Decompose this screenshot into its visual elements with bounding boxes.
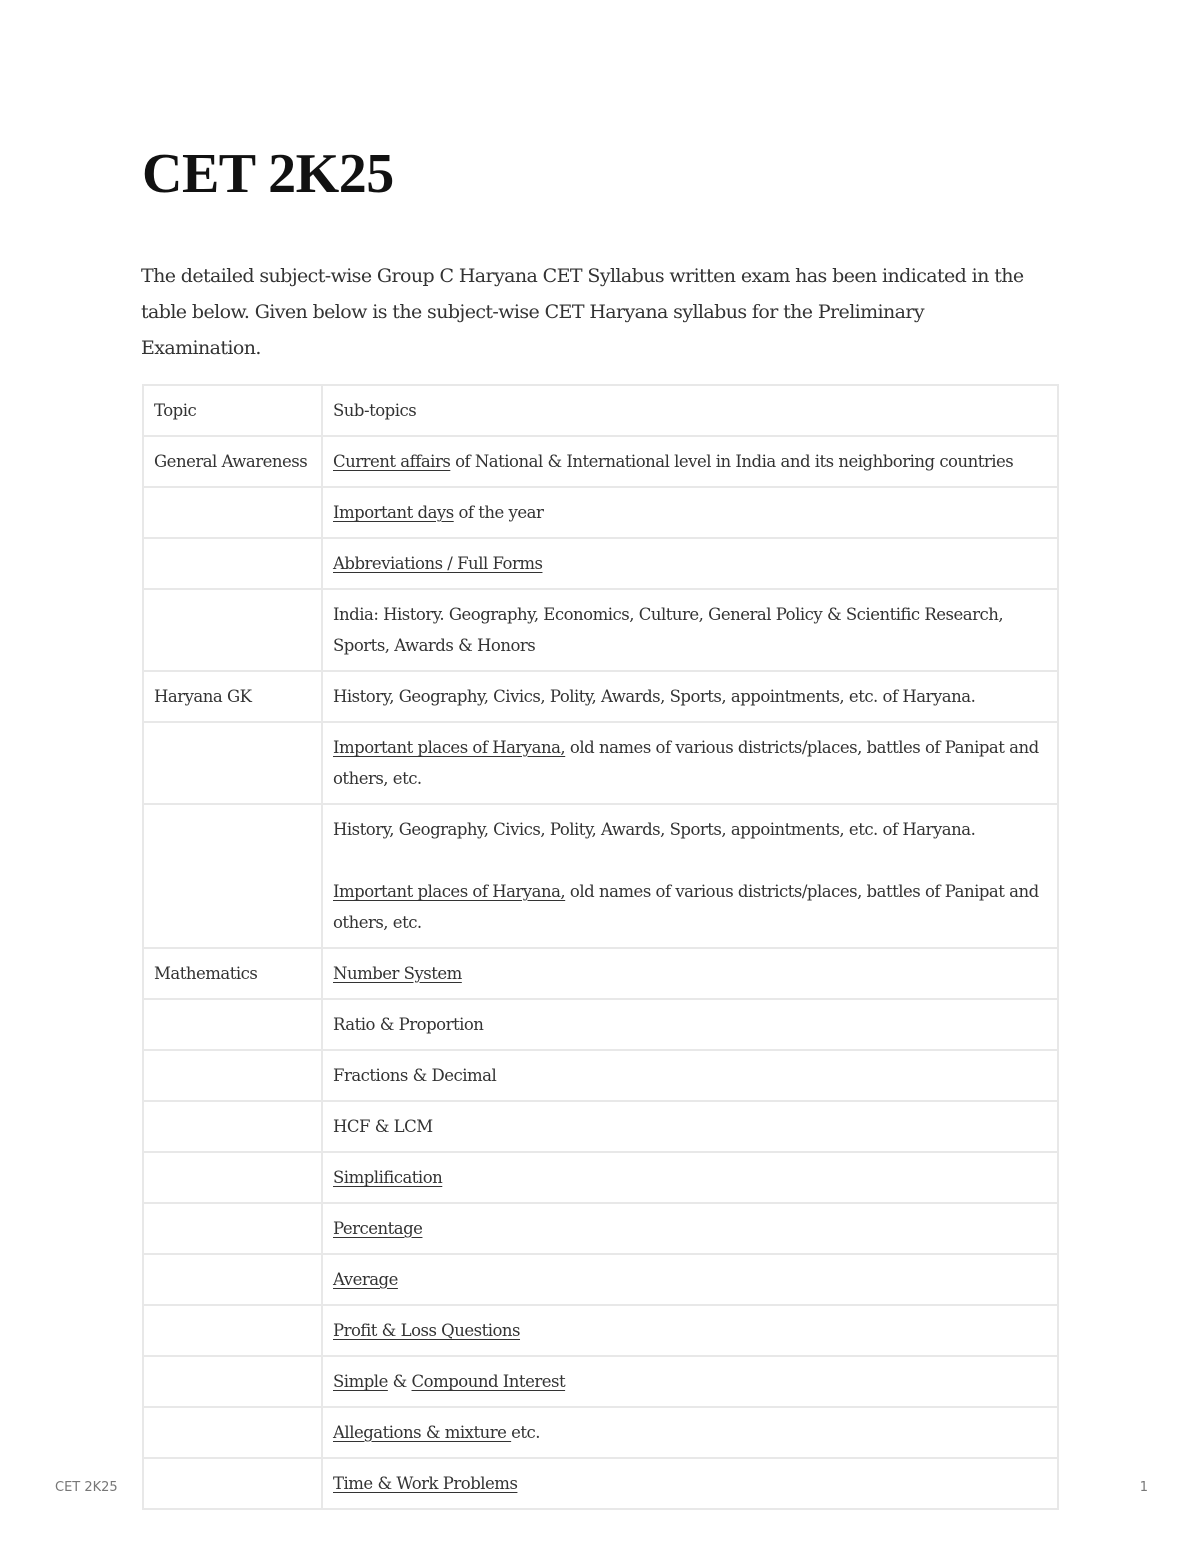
topic-cell	[143, 722, 322, 804]
table-row	[143, 722, 1058, 804]
topic-cell	[143, 1050, 322, 1101]
subtopic-link[interactable]: Simplification	[333, 1168, 443, 1187]
subtopic-paragraph	[333, 446, 1047, 477]
subtopic-cell	[322, 1458, 1058, 1509]
topic-cell	[143, 1254, 322, 1305]
subtopic-paragraph	[333, 1264, 1047, 1295]
subtopic-paragraph	[333, 732, 1047, 794]
subtopic-cell	[322, 1305, 1058, 1356]
subtopic-paragraph	[333, 1468, 1047, 1499]
table-row	[143, 1356, 1058, 1407]
subtopic-paragraph	[333, 1366, 1047, 1397]
table-row	[143, 999, 1058, 1050]
subtopic-link[interactable]: Compound Interest	[411, 1372, 566, 1391]
subtopic-paragraph	[333, 548, 1047, 579]
subtopic-paragraph	[333, 1060, 1047, 1091]
topic-cell: Mathematics	[143, 948, 322, 999]
topic-cell	[143, 589, 322, 671]
table-header-row	[143, 385, 1058, 436]
table-row	[143, 1203, 1058, 1254]
subtopic-cell	[322, 804, 1058, 948]
subtopic-cell	[322, 487, 1058, 538]
topic-cell	[143, 487, 322, 538]
subtopic-cell	[322, 589, 1058, 671]
topic-cell	[143, 1458, 322, 1509]
subtopic-cell	[322, 1101, 1058, 1152]
table-row	[143, 1152, 1058, 1203]
topic-cell	[143, 1407, 322, 1458]
topic-cell: Haryana GK	[143, 671, 322, 722]
subtopic-paragraph	[333, 1162, 1047, 1193]
subtopic-text: History, Geography, Civics, Polity, Awards, Sports, appointments, etc. of Haryana.	[333, 820, 976, 839]
subtopic-cell	[322, 1407, 1058, 1458]
table-row	[143, 804, 1058, 948]
subtopic-link[interactable]: Average	[333, 1270, 398, 1289]
subtopic-cell	[322, 1356, 1058, 1407]
table-row	[143, 1305, 1058, 1356]
header-subtopics: Sub-topics	[322, 385, 1058, 436]
subtopic-link[interactable]: Important days	[333, 503, 454, 522]
subtopic-cell	[322, 436, 1058, 487]
subtopic-text: Fractions & Decimal	[333, 1066, 497, 1085]
page-number: 1	[1139, 1480, 1148, 1495]
table-row	[143, 1254, 1058, 1305]
document-title: CET 2K25	[142, 143, 394, 205]
subtopic-text: of the year	[453, 503, 544, 522]
subtopic-cell	[322, 1152, 1058, 1203]
subtopic-link[interactable]: Current affairs	[333, 452, 451, 471]
table-row	[143, 1458, 1058, 1509]
table-row	[143, 1050, 1058, 1101]
intro-paragraph: The detailed subject-wise Group C Haryana CET Syllabus written exam has been indicated in the table below. Given below is the subject-wise CET Haryana syllabus for the Preliminary Examination.	[141, 265, 1024, 359]
subtopic-cell	[322, 948, 1058, 999]
subtopic-text: India: History. Geography, Economics, Culture, General Policy & Scientific Research, Sports, Awards & Honors	[333, 605, 1004, 655]
subtopic-cell	[322, 538, 1058, 589]
subtopic-link[interactable]: Time & Work Problems	[333, 1474, 518, 1493]
topic-cell	[143, 1152, 322, 1203]
footer-title: CET 2K25	[55, 1480, 118, 1495]
table-row	[143, 1407, 1058, 1458]
table-row	[143, 487, 1058, 538]
subtopic-text: &	[387, 1372, 412, 1391]
subtopic-paragraph	[333, 1417, 1047, 1448]
table-row	[143, 589, 1058, 671]
subtopic-paragraph	[333, 814, 1047, 845]
header-topic: Topic	[143, 385, 322, 436]
topic-cell	[143, 804, 322, 948]
subtopic-link[interactable]: Allegations & mixture	[333, 1423, 512, 1442]
subtopic-cell	[322, 1050, 1058, 1101]
topic-cell	[143, 999, 322, 1050]
subtopic-text: etc.	[511, 1423, 541, 1442]
subtopic-link[interactable]: Abbreviations / Full Forms	[333, 554, 543, 573]
subtopic-cell	[322, 671, 1058, 722]
subtopic-link[interactable]: Simple	[333, 1372, 388, 1391]
table-row	[143, 436, 1058, 487]
subtopic-text: old names of various districts/places, battles of Panipat and others, etc.	[333, 882, 1039, 932]
subtopic-cell	[322, 722, 1058, 804]
topic-cell	[143, 1305, 322, 1356]
syllabus-table	[142, 384, 1059, 1510]
subtopic-paragraph	[333, 1213, 1047, 1244]
subtopic-text: of National & International level in India and its neighboring countries	[450, 452, 1014, 471]
subtopic-link[interactable]: Percentage	[333, 1219, 423, 1238]
subtopic-paragraph	[333, 876, 1047, 938]
subtopic-paragraph	[333, 599, 1047, 661]
table-row	[143, 948, 1058, 999]
subtopic-link[interactable]: Important places of Haryana,	[333, 882, 566, 901]
subtopic-paragraph	[333, 1009, 1047, 1040]
topic-cell	[143, 1356, 322, 1407]
subtopic-text: History, Geography, Civics, Polity, Awards, Sports, appointments, etc. of Haryana.	[333, 687, 976, 706]
subtopic-text: Ratio & Proportion	[333, 1015, 484, 1034]
subtopic-cell	[322, 999, 1058, 1050]
subtopic-link[interactable]: Profit & Loss Questions	[333, 1321, 521, 1340]
subtopic-paragraph	[333, 1315, 1047, 1346]
table-row	[143, 538, 1058, 589]
subtopic-link[interactable]: Important places of Haryana,	[333, 738, 566, 757]
subtopic-paragraph	[333, 681, 1047, 712]
subtopic-cell	[322, 1254, 1058, 1305]
table-row	[143, 671, 1058, 722]
subtopic-paragraph	[333, 497, 1047, 528]
subtopic-text: HCF & LCM	[333, 1117, 433, 1136]
topic-cell	[143, 1101, 322, 1152]
subtopic-paragraph	[333, 958, 1047, 989]
subtopic-cell	[322, 1203, 1058, 1254]
table-row	[143, 1101, 1058, 1152]
topic-cell	[143, 538, 322, 589]
topic-cell	[143, 1203, 322, 1254]
subtopic-text: old names of various districts/places, battles of Panipat and others, etc.	[333, 738, 1039, 788]
subtopic-link[interactable]: Number System	[333, 964, 462, 983]
subtopic-paragraph	[333, 1111, 1047, 1142]
topic-cell: General Awareness	[143, 436, 322, 487]
